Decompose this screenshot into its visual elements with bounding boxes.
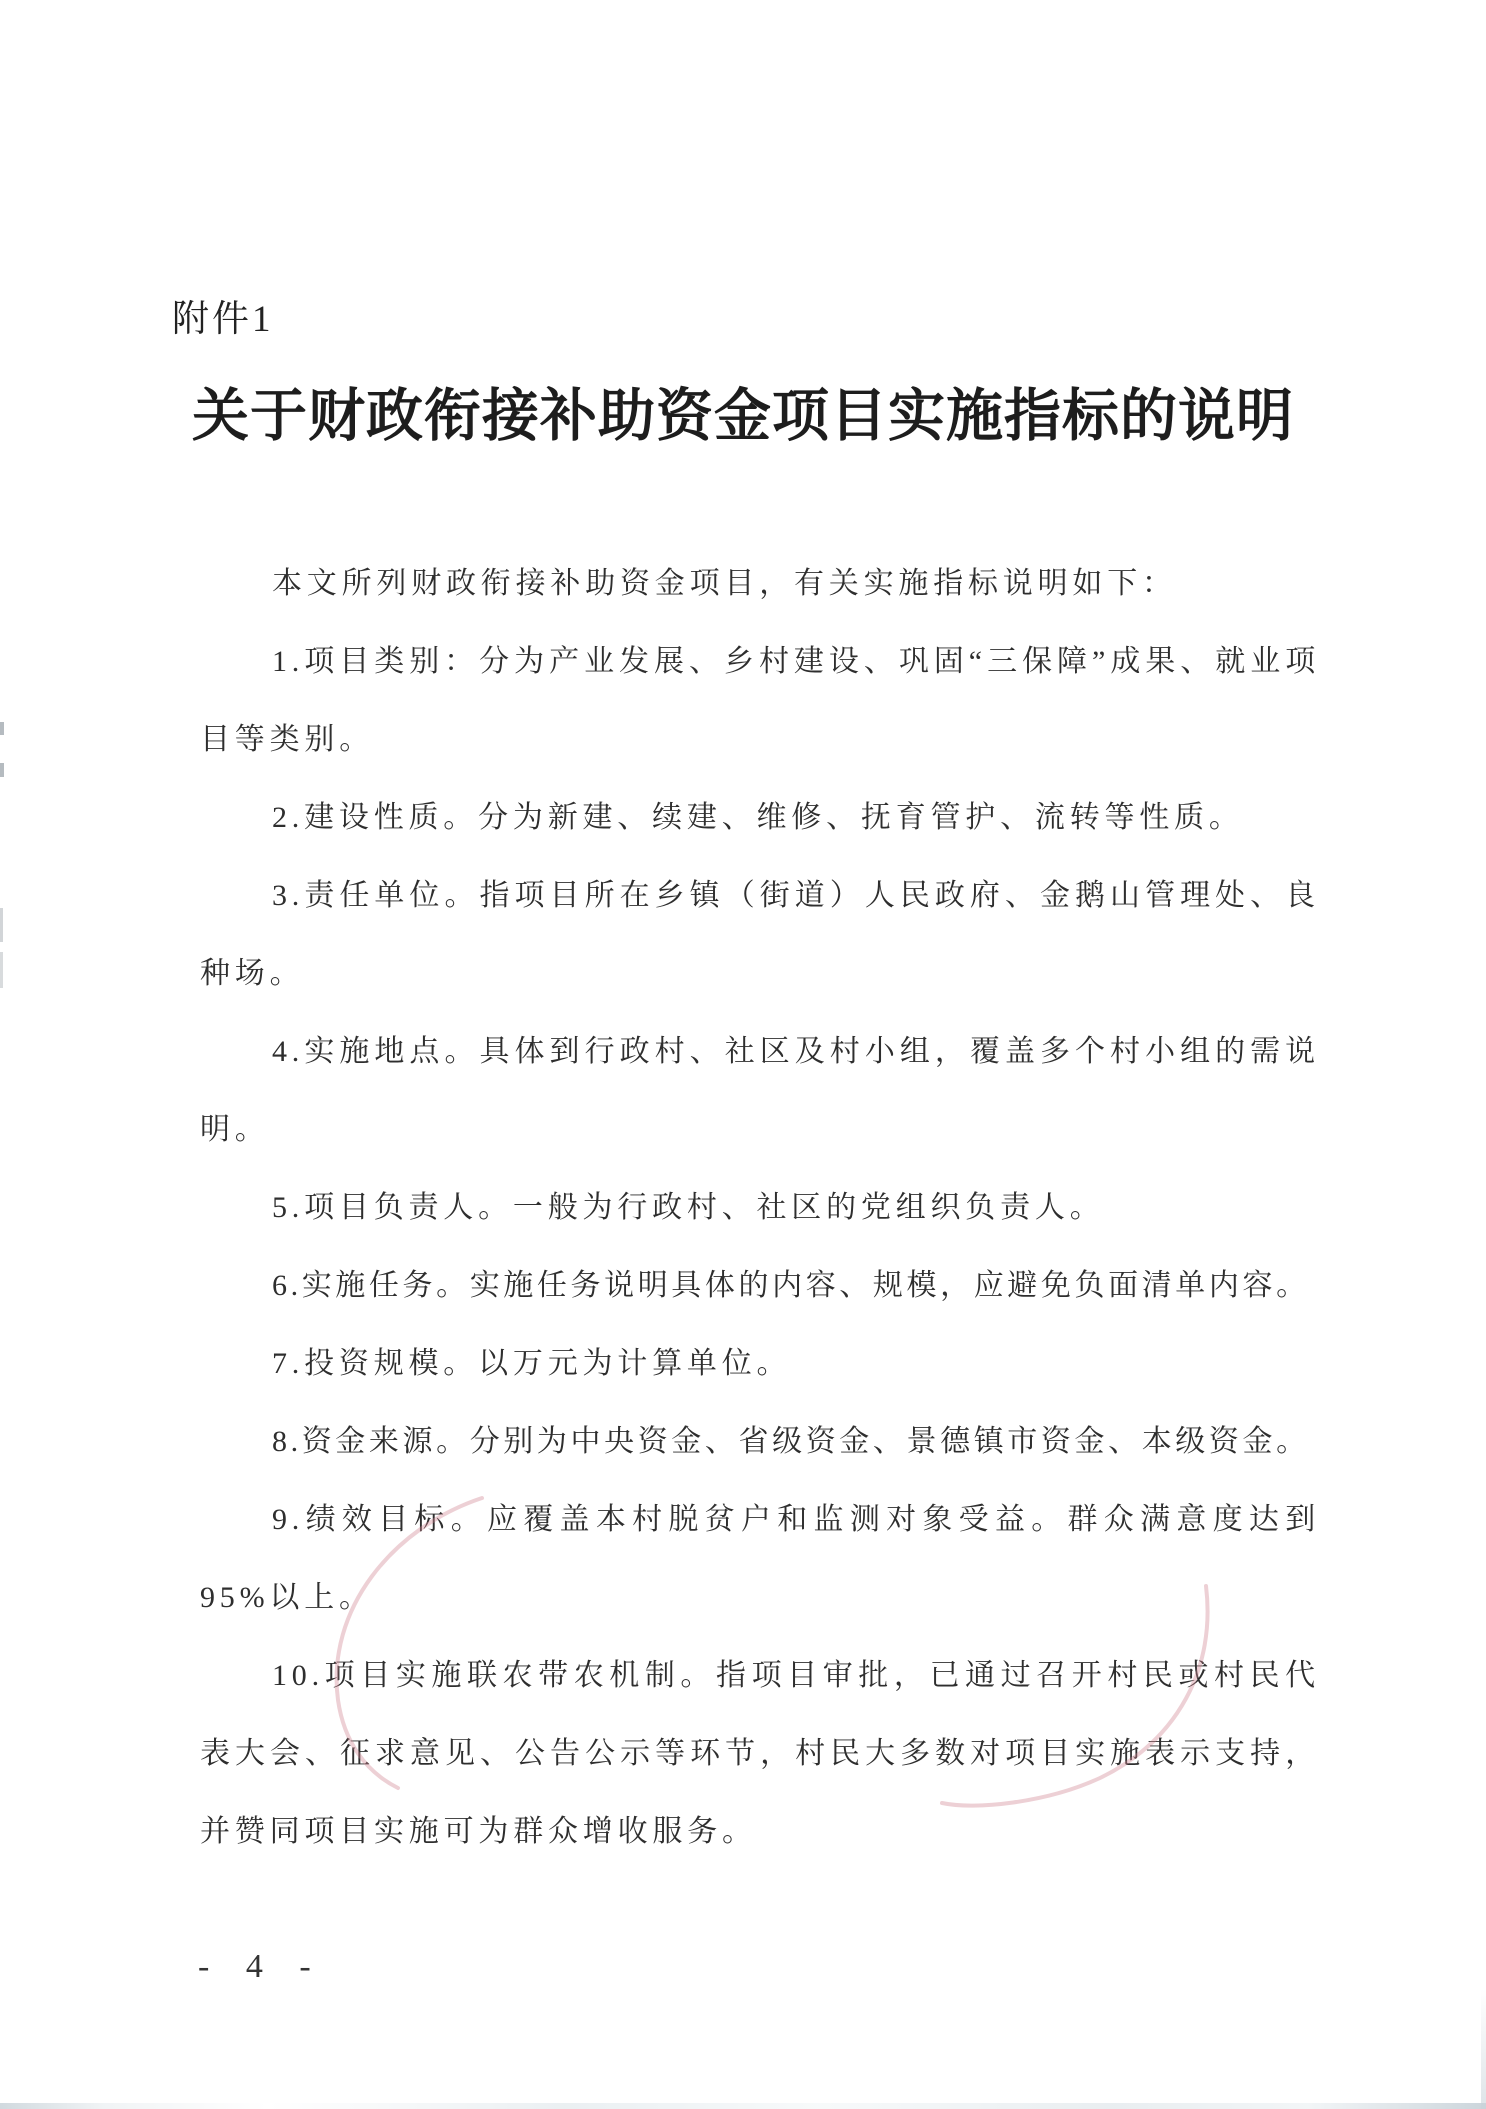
intro-paragraph: 本文所列财政衔接补助资金项目，有关实施指标说明如下： — [272, 567, 1177, 600]
scan-artifact-speck — [0, 763, 4, 777]
item-paragraph-9: 9.绩效目标。应覆盖本村脱贫户和监测对象受益。群众满意度达到95%以上。 — [200, 1503, 1320, 1614]
item-paragraph-4: 4.实施地点。具体到行政村、社区及村小组，覆盖多个村小组的需说明。 — [200, 1035, 1320, 1146]
scan-artifact-speck — [0, 908, 3, 942]
item-paragraph-5: 5.项目负责人。一般为行政村、社区的党组织负责人。 — [272, 1191, 1105, 1224]
item-paragraph-1: 1.项目类别：分为产业发展、乡村建设、巩固“三保障”成果、就业项目等类别。 — [200, 645, 1320, 756]
item-paragraph-3: 3.责任单位。指项目所在乡镇（街道）人民政府、金鹅山管理处、良种场。 — [200, 879, 1320, 990]
item-paragraph-7: 7.投资规模。以万元为计算单位。 — [272, 1347, 792, 1380]
attachment-label: 附件1 — [172, 299, 274, 340]
scan-artifact-speck — [0, 722, 4, 735]
document-body — [200, 545, 1320, 1871]
item-paragraph-10: 10.项目实施联农带农机制。指项目审批，已通过召开村民或村民代表大会、征求意见、公告公示等环节，村民大多数对项目实施表示支持，并赞同项目实施可为群众增收服务。 — [200, 1659, 1320, 1848]
scan-artifact-bottom-edge — [0, 2103, 1486, 2109]
item-paragraph-8: 8.资金来源。分别为中央资金、省级资金、景德镇市资金、本级资金。 — [272, 1425, 1310, 1458]
page-number: - 4 - — [198, 1948, 325, 1985]
document-title: 关于财政衔接补助资金项目实施指标的说明 — [192, 385, 1294, 448]
scan-artifact-speck — [0, 952, 3, 988]
item-paragraph-2: 2.建设性质。分为新建、续建、维修、抚育管护、流转等性质。 — [272, 801, 1244, 834]
item-paragraph-6: 6.实施任务。实施任务说明具体的内容、规模，应避免负面清单内容。 — [272, 1269, 1310, 1302]
scan-artifact-right-edge — [1481, 1989, 1486, 2109]
